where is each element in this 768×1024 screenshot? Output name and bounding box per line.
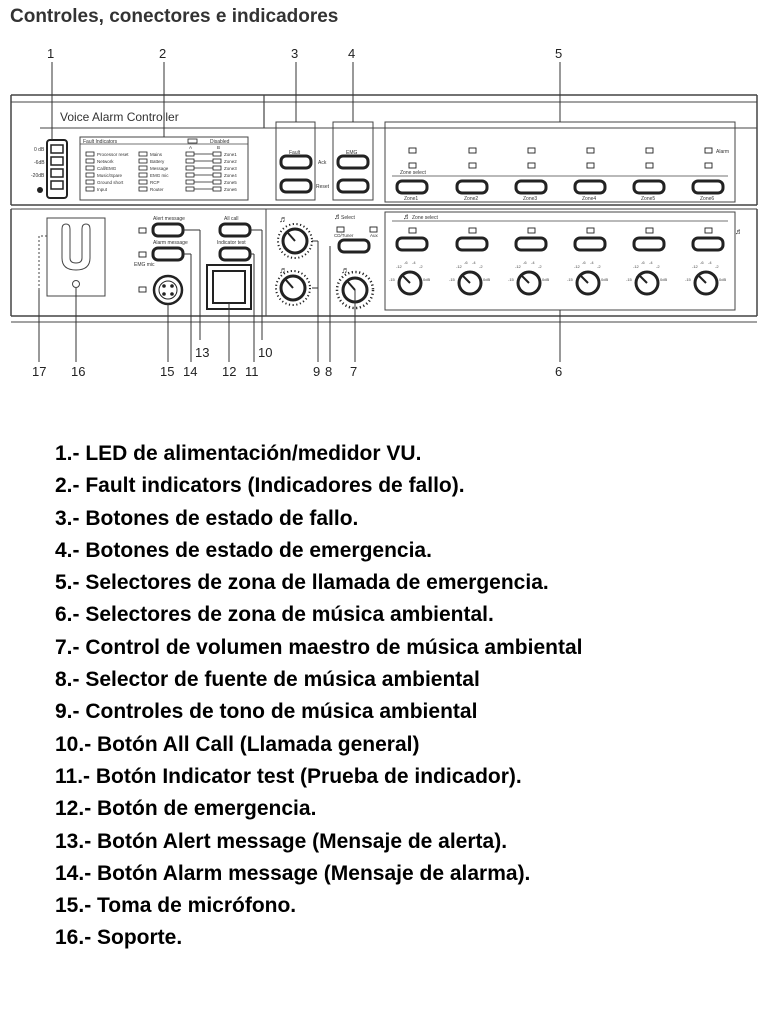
callout-number: 12 [222, 364, 237, 379]
svg-text:0dB: 0dB [601, 277, 609, 282]
legend-item: 9.- Controles de tono de música ambiental [55, 700, 478, 724]
callout-number: 6 [555, 364, 563, 379]
svg-text:-4: -4 [472, 260, 476, 265]
callout-number: 16 [71, 364, 86, 379]
svg-text:0dB: 0dB [660, 277, 668, 282]
disabled-col-a: A [189, 145, 193, 150]
svg-text:-12: -12 [692, 264, 698, 269]
alert-message-label: Alert message [153, 216, 185, 222]
callout-number: 2 [159, 46, 167, 61]
alarm-message-led [139, 252, 146, 257]
legend-item: 7.- Control de volumen maestro de música ambiental [55, 635, 583, 659]
svg-text:-4: -4 [649, 260, 653, 265]
svg-text:-6: -6 [523, 260, 527, 265]
emg-zone-leds [409, 148, 712, 168]
legend-item: 2.- Fault indicators (Indicadores de fallo). [55, 474, 465, 498]
emg-zone6-button[interactable] [693, 181, 723, 193]
svg-text:-6: -6 [404, 260, 408, 265]
fault-label: Music/Spare [97, 173, 123, 178]
lower-panel [11, 209, 757, 322]
legend-item: 3.- Botones de estado de fallo. [55, 506, 359, 530]
legend-item: 6.- Selectores de zona de música ambiental. [55, 603, 494, 627]
vu-label-6db: -6dB [34, 160, 45, 166]
disabled-col-b: B [217, 145, 221, 150]
callout-number: 10 [258, 345, 273, 360]
emg-zone4-button[interactable] [575, 181, 605, 193]
svg-text:-15: -15 [685, 277, 691, 282]
fault-label: EMG mic [150, 173, 169, 178]
fault-led-grid [86, 152, 221, 191]
front-panel-diagram [0, 0, 768, 400]
music-note-icon [279, 212, 743, 275]
legend-item: 4.- Botones de estado de emergencia. [55, 538, 432, 562]
svg-text:♬: ♬ [279, 265, 288, 275]
fault-zone-label: Zone5 [224, 180, 237, 185]
all-call-label: All call [224, 216, 239, 222]
emg-zone-label: Zone1 [404, 196, 419, 202]
svg-text:0dB: 0dB [542, 277, 550, 282]
select-label: Select [341, 215, 355, 221]
legend-item: 1.- LED de alimentación/medidor VU. [55, 442, 422, 465]
svg-text:-2: -2 [597, 264, 601, 269]
indicator-test-button[interactable] [220, 248, 250, 260]
legend-item: 14.- Botón Alarm message (Mensaje de alarma). [55, 861, 531, 885]
callout-number: 4 [348, 46, 356, 61]
svg-text:-4: -4 [412, 260, 416, 265]
emg-zone1-button[interactable] [397, 181, 427, 193]
alarm-message-button[interactable] [153, 248, 183, 260]
bgm-zone1-button[interactable] [397, 238, 427, 250]
svg-text:-4: -4 [590, 260, 594, 265]
cd-tuner-label: CD/Tuner [334, 233, 354, 238]
svg-text:-12: -12 [574, 264, 580, 269]
bgm-zone5-button[interactable] [634, 238, 664, 250]
svg-text:♬: ♬ [279, 214, 288, 224]
svg-text:♬: ♬ [735, 227, 743, 236]
svg-text:-15: -15 [389, 277, 395, 282]
callout-number: 17 [32, 364, 47, 379]
emg-zone-label: Zone3 [523, 196, 538, 202]
svg-text:-6: -6 [700, 260, 704, 265]
fault-zone-label: Zone1 [224, 152, 237, 157]
legend-item: 5.- Selectores de zona de llamada de emergencia. [55, 571, 549, 595]
microphone-socket[interactable] [154, 276, 182, 304]
emg-zone-label: Zone4 [582, 196, 597, 202]
indicator-test-label: Indicator test [217, 240, 246, 246]
bgm-zone-leds [409, 228, 712, 233]
callout-number: 11 [245, 364, 259, 379]
emg-mic-label: EMG mic [134, 262, 155, 268]
svg-text:♬: ♬ [341, 265, 350, 275]
svg-text:-15: -15 [626, 277, 632, 282]
alarm-message-label: Alarm message [153, 240, 188, 246]
svg-text:-15: -15 [508, 277, 514, 282]
svg-text:♬: ♬ [334, 212, 342, 221]
fault-label: Processor reset [97, 152, 129, 157]
fault-label: RCP [150, 180, 160, 185]
bgm-zone2-button[interactable] [457, 238, 487, 250]
svg-text:-2: -2 [715, 264, 719, 269]
svg-text:-12: -12 [396, 264, 402, 269]
callout-number: 9 [313, 364, 321, 379]
callout-number: 1 [47, 46, 55, 61]
device-name: Voice Alarm Controller [60, 110, 179, 124]
emg-zone-label: Zone6 [700, 196, 715, 202]
callout-number: 7 [350, 364, 358, 379]
svg-text:-4: -4 [708, 260, 712, 265]
fault-zone-label: Zone3 [224, 166, 237, 171]
tone-knob-treble[interactable] [278, 224, 312, 258]
legend-item: 10.- Botón All Call (Llamada general) [55, 732, 420, 756]
alert-message-led [139, 228, 146, 233]
legend-list [55, 438, 582, 955]
callout-number: 3 [291, 46, 299, 61]
fault-label: Mains [150, 152, 163, 157]
legend-item: 12.- Botón de emergencia. [55, 797, 317, 821]
callout-number: 5 [555, 46, 563, 61]
cd-tuner-led [337, 227, 344, 232]
callout-number: 8 [325, 364, 333, 379]
emg-zone-label: Zone5 [641, 196, 656, 202]
bgm-zone3-button[interactable] [516, 238, 546, 250]
callout-number: 13 [195, 345, 210, 360]
emg-zone-select-label: Zone select [400, 170, 426, 176]
svg-text:0dB: 0dB [483, 277, 491, 282]
svg-text:♬: ♬ [403, 212, 411, 221]
fault-reset-button[interactable] [281, 180, 311, 192]
emg-mic-led [139, 287, 146, 292]
fault-zone-label: Zone4 [224, 173, 237, 178]
emg-zone-label: Zone2 [464, 196, 479, 202]
fault-indicators-title: Fault Indicators [83, 139, 118, 145]
legend-item: 11.- Botón Indicator test (Prueba de indicador). [55, 764, 522, 788]
emg-zone2-button[interactable] [457, 181, 487, 193]
svg-text:-2: -2 [479, 264, 483, 269]
vu-label-20db: -20dB [31, 173, 45, 179]
legend-item: 15.- Toma de micrófono. [55, 894, 297, 918]
emergency-button[interactable] [207, 265, 251, 309]
svg-text:-2: -2 [656, 264, 660, 269]
all-call-button[interactable] [220, 224, 250, 236]
fault-label: Ground short [97, 180, 124, 185]
disabled-title: Disabled [210, 139, 230, 145]
bgm-zone-select-label: Zone select [412, 215, 438, 221]
ack-label: Ack [318, 160, 327, 166]
fault-label: Network [97, 159, 114, 164]
svg-text:-6: -6 [641, 260, 645, 265]
svg-text:-6: -6 [464, 260, 468, 265]
emg-ack-button[interactable] [338, 156, 368, 168]
svg-text:0dB: 0dB [719, 277, 727, 282]
reset-label: Reset [316, 184, 330, 190]
bgm-zone4-button[interactable] [575, 238, 605, 250]
vu-label-0db: 0 dB [34, 147, 45, 153]
svg-text:-2: -2 [538, 264, 542, 269]
emg-button-label: EMG [346, 150, 358, 156]
fault-label: Message [150, 166, 169, 171]
emg-zone3-button[interactable] [516, 181, 546, 193]
fault-ack-button[interactable] [281, 156, 311, 168]
legend-item: 16.- Soporte. [55, 926, 183, 950]
source-select-button[interactable] [339, 240, 369, 252]
emg-reset-button[interactable] [338, 180, 368, 192]
emg-zone5-button[interactable] [634, 181, 664, 193]
fault-zone-label: Zone2 [224, 159, 237, 164]
aux-label: Aux [370, 233, 378, 238]
fault-label: Call/EMG [97, 166, 117, 171]
fault-zone-label: Zone6 [224, 187, 237, 192]
legend-item: 8.- Selector de fuente de música ambiental [55, 668, 480, 692]
bgm-zone6-button[interactable] [693, 238, 723, 250]
callout-number: 14 [183, 364, 198, 379]
alarm-label: Alarm [716, 149, 730, 155]
callout-number: 15 [160, 364, 175, 379]
svg-text:0dB: 0dB [423, 277, 431, 282]
svg-text:-12: -12 [456, 264, 462, 269]
microphone-holder [39, 218, 105, 296]
svg-text:-2: -2 [419, 264, 423, 269]
page-title: Controles, conectores e indicadores [10, 6, 339, 27]
legend-item: 13.- Botón Alert message (Mensaje de alerta). [55, 829, 508, 853]
svg-text:-15: -15 [567, 277, 573, 282]
svg-text:-12: -12 [633, 264, 639, 269]
svg-text:-6: -6 [582, 260, 586, 265]
svg-text:-12: -12 [515, 264, 521, 269]
fault-label: Battery [150, 159, 165, 164]
fault-label: Router [150, 187, 164, 192]
fault-button-label: Fault [289, 150, 301, 156]
alert-message-button[interactable] [153, 224, 183, 236]
knob-scale-labels [389, 260, 726, 282]
svg-text:-15: -15 [449, 277, 455, 282]
tone-knob-bass[interactable] [276, 271, 310, 305]
svg-text:-4: -4 [531, 260, 535, 265]
aux-led [370, 227, 377, 232]
fault-label: Input [97, 187, 108, 192]
